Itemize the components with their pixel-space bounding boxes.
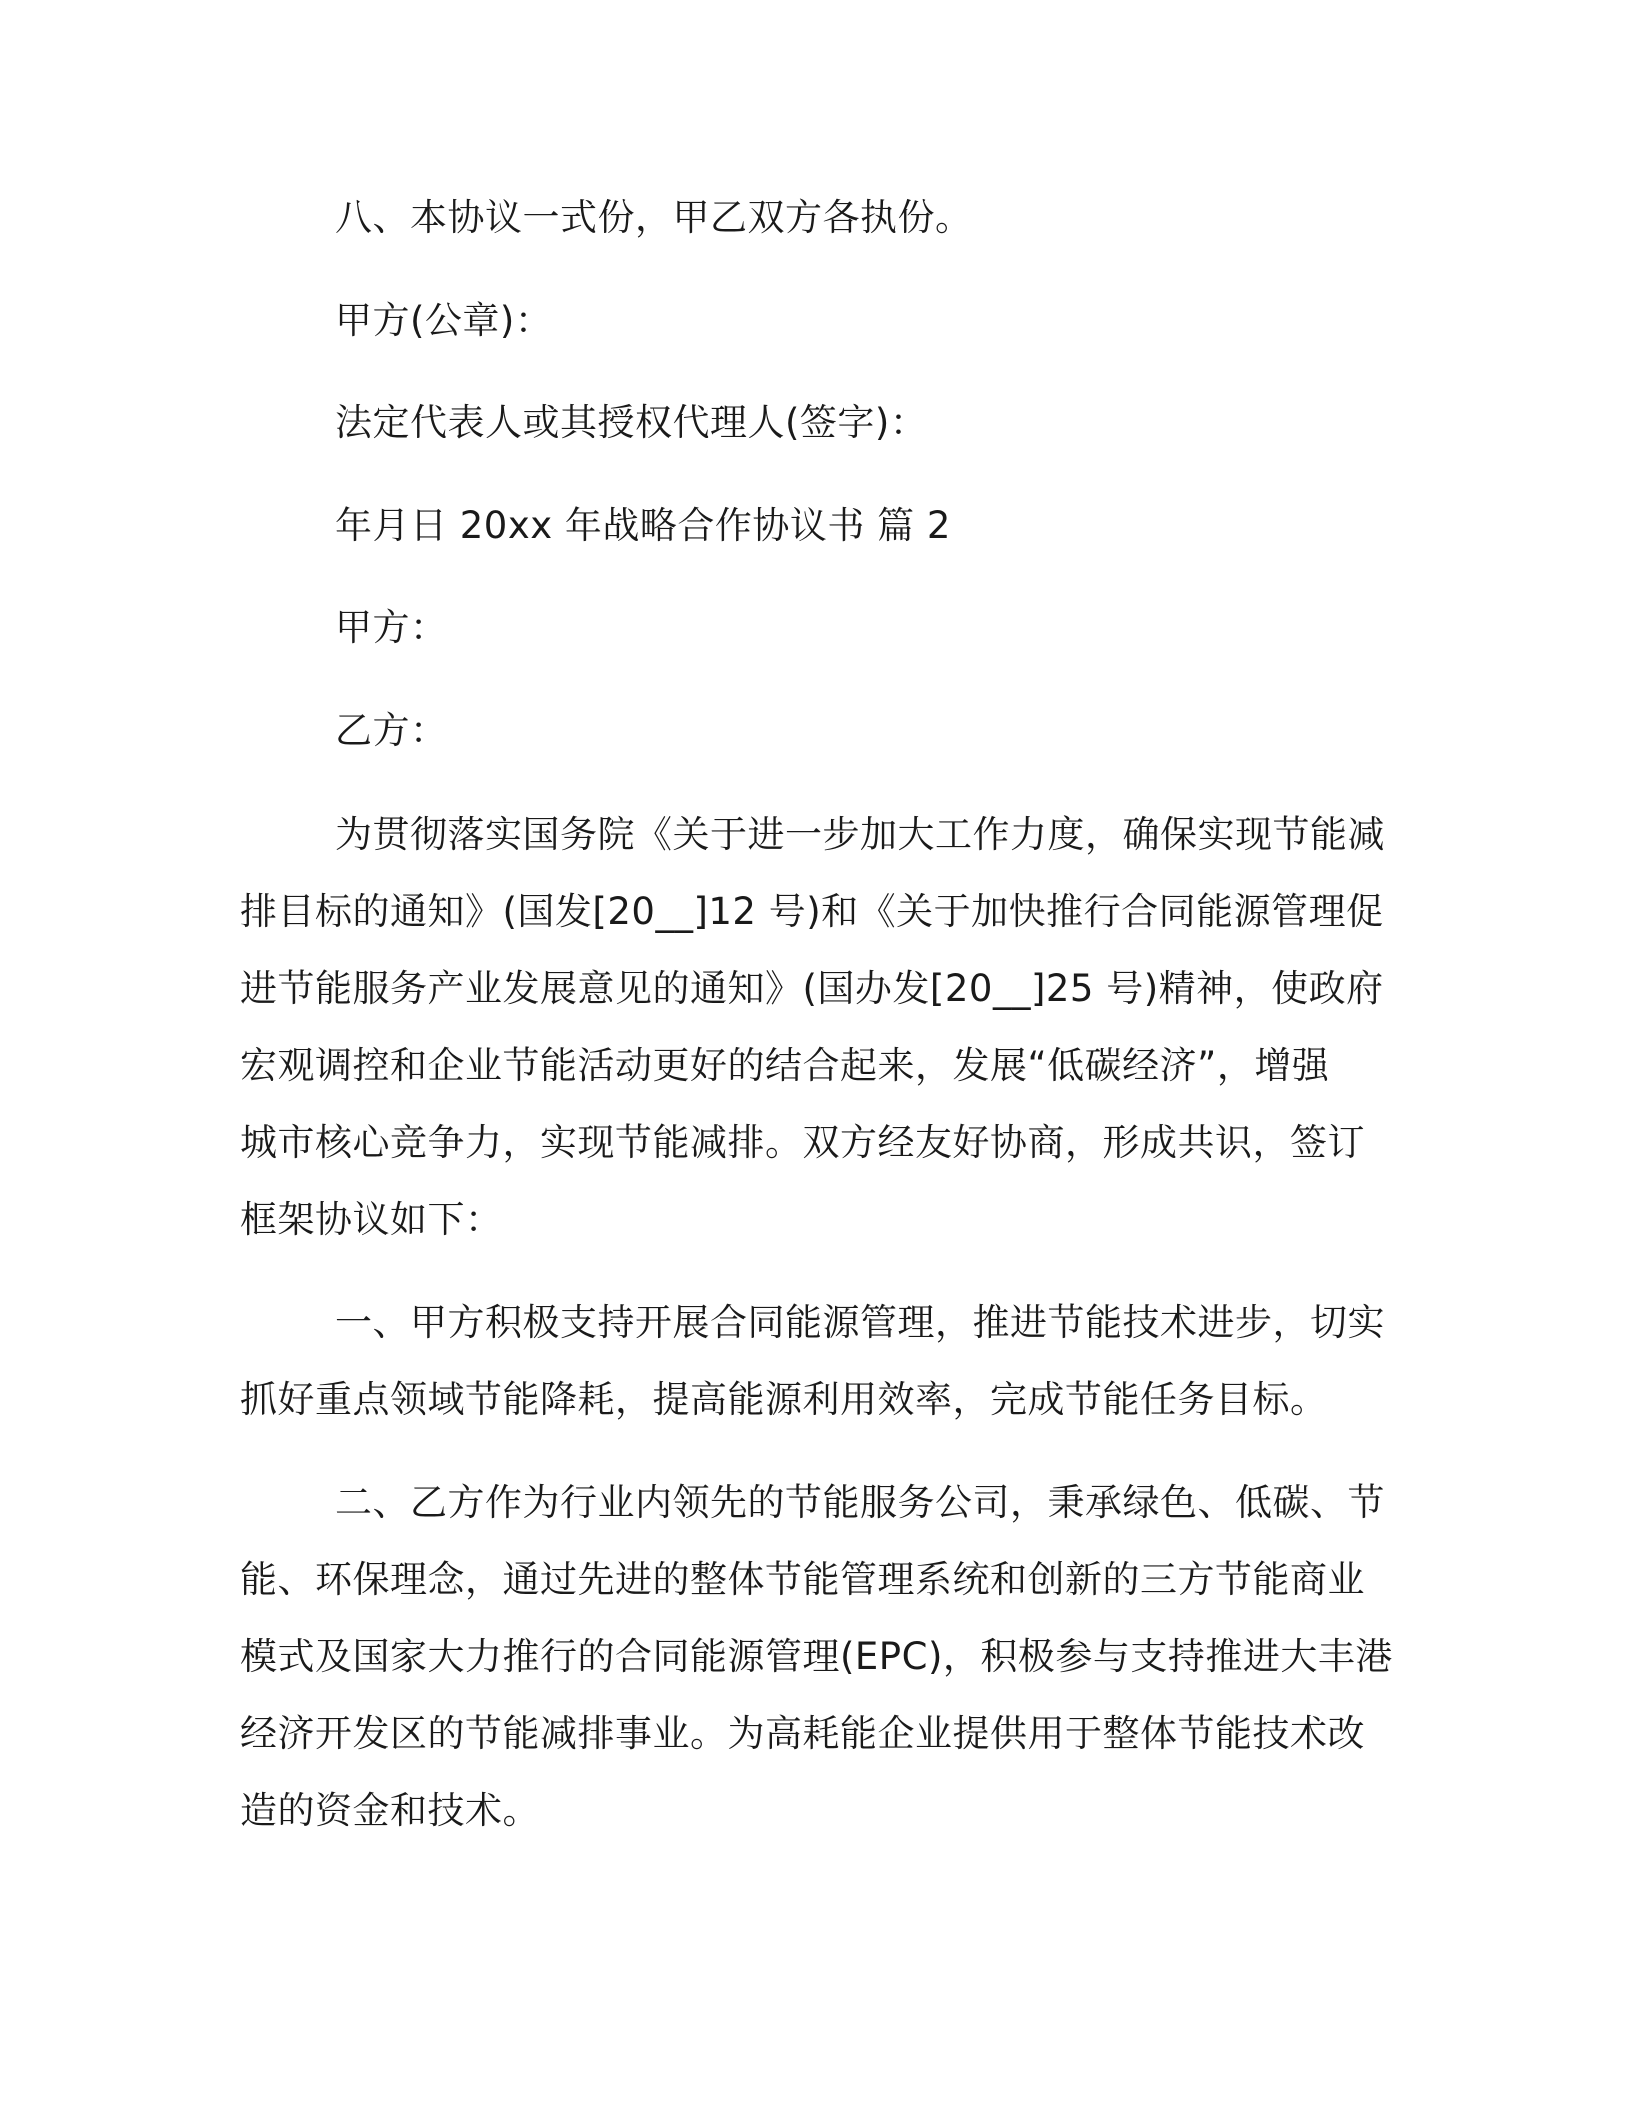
preamble-line-3: 进节能服务产业发展意见的通知》(国办发[20__]25 号)精神，使政府: [240, 967, 1384, 1010]
clause-two-line-5: 造的资金和技术。: [240, 1789, 540, 1832]
clause-two-line-2: 能、环保理念，通过先进的整体节能管理系统和创新的三方节能商业: [240, 1558, 1365, 1601]
legal-rep-signature-label: 法定代表人或其授权代理人(签字)：: [335, 401, 928, 444]
preamble-line-4: 宏观调控和企业节能活动更好的结合起来，发展“低碳经济”，增强: [240, 1044, 1330, 1087]
preamble-line-6: 框架协议如下：: [240, 1198, 503, 1241]
clause-two-line-3: 模式及国家大力推行的合同能源管理(EPC)，积极参与支持推进大丰港: [240, 1635, 1393, 1678]
clause-one-line-1: 一、甲方积极支持开展合同能源管理，推进节能技术进步，切实: [335, 1301, 1385, 1344]
party-b-label: 乙方：: [335, 709, 448, 752]
clause-one-line-2: 抓好重点领域节能降耗，提高能源利用效率，完成节能任务目标。: [240, 1378, 1328, 1421]
preamble-line-5: 城市核心竞争力，实现节能减排。双方经友好协商，形成共识，签订: [240, 1121, 1365, 1164]
clause-eight: 八、本协议一式份，甲乙双方各执份。: [335, 196, 973, 239]
preamble-line-2: 排目标的通知》(国发[20__]12 号)和《关于加快推行合同能源管理促: [240, 890, 1384, 933]
clause-two-line-1: 二、乙方作为行业内领先的节能服务公司，秉承绿色、低碳、节: [335, 1481, 1385, 1524]
party-a-seal-label: 甲方(公章)：: [335, 299, 553, 342]
preamble-line-1: 为贯彻落实国务院《关于进一步加大工作力度，确保实现节能减: [335, 813, 1385, 856]
party-a-label: 甲方：: [335, 606, 448, 649]
clause-two-line-4: 经济开发区的节能减排事业。为高耗能企业提供用于整体节能技术改: [240, 1712, 1365, 1755]
date-and-section-title: 年月日 20xx 年战略合作协议书 篇 2: [335, 504, 951, 547]
